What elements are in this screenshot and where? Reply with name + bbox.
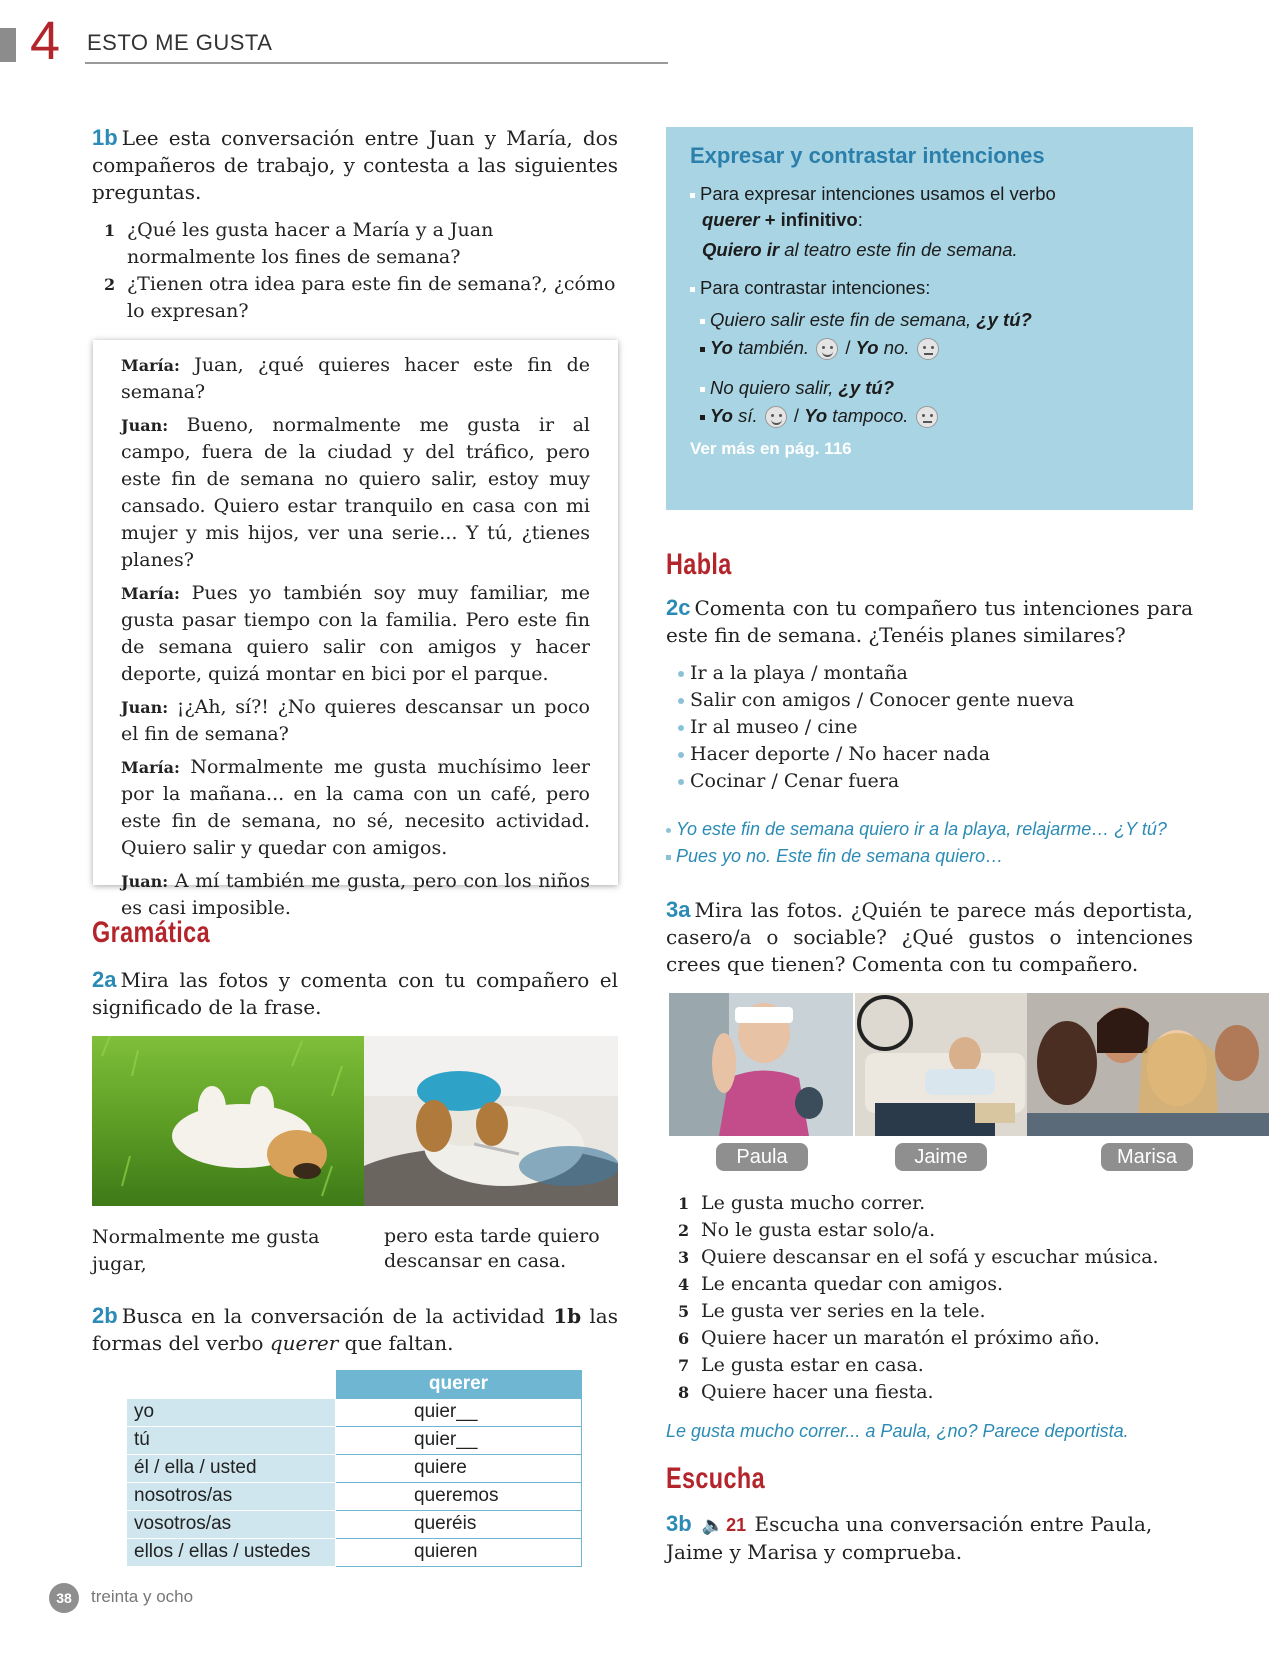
dialogue-line: Juan: ¡¿Ah, sí?! ¿No quieres descansar un poco el fin de semana? bbox=[121, 696, 590, 745]
photo-jaime bbox=[855, 993, 1027, 1136]
grammar-box-title: Expresar y contrastar intenciones bbox=[690, 143, 1045, 168]
section-title-gramatica: Gramática bbox=[92, 916, 210, 949]
ex2c-options bbox=[676, 660, 1176, 795]
photo-paula bbox=[669, 993, 853, 1136]
table-row bbox=[127, 1370, 582, 1398]
list-item: 5 Le gusta ver series en la tele. bbox=[678, 1300, 986, 1322]
ex2b-instruction: 2b Busca en la conversación de la actividad 1b las formas del verbo querer que faltan. bbox=[92, 1303, 618, 1355]
audio-track-number[interactable]: 21 bbox=[726, 1515, 747, 1535]
table-header: querer bbox=[336, 1370, 582, 1398]
list-item: Ir a la playa / montaña bbox=[676, 660, 1176, 687]
conjugation-table bbox=[126, 1370, 582, 1567]
ex3a-items bbox=[666, 1190, 1193, 1406]
grammar-box: Expresar y contrastar intenciones Para expresar intenciones usamos el verbo querer + infinitivo: Quiero ir al teatro este fin de semana. Para contrastar intenciones: Quiero salir este fin de semana, ¿y tú? Yo también. / Yo no. No quiero salir, ¿y tú? Yo sí. / Yo tampoco. Ver más en pág. 116 bbox=[666, 127, 1193, 510]
happy-face-icon bbox=[765, 406, 787, 428]
photo-dog-playing bbox=[92, 1036, 364, 1206]
header-bar bbox=[0, 28, 16, 62]
name-label-jaime: Jaime bbox=[895, 1143, 987, 1171]
list-item: 8 Quiere hacer una fiesta. bbox=[678, 1381, 934, 1403]
name-label-paula: Paula bbox=[716, 1143, 808, 1171]
list-item: 3 Quiere descansar en el sofá y escuchar música. bbox=[678, 1246, 1159, 1268]
table-row: él / ella / usted quiere bbox=[127, 1454, 582, 1482]
list-item: Cocinar / Cenar fuera bbox=[676, 768, 1176, 795]
ex1b-number: 1b bbox=[92, 125, 118, 150]
page-number: 38 bbox=[49, 1583, 79, 1613]
section-title-habla: Habla bbox=[666, 548, 732, 581]
dialogue-line: María: Pues yo también soy muy familiar, me gusta pasar tiempo con la familia. Pero este fin de semana quiero salir con amigos y hacer deporte, quizá montar en bici por el parque. bbox=[121, 582, 590, 685]
dialogue-line: María: Normalmente me gusta muchísimo leer por la mañana... en la cama con un café, pero este fin de semana, no sé, necesito actividad. Quiero salir y quedar con amigos. bbox=[121, 756, 590, 859]
list-item: Salir con amigos / Conocer gente nueva bbox=[676, 687, 1176, 714]
table-row: vosotros/as queréis bbox=[127, 1510, 582, 1538]
list-item: 4 Le encanta quedar con amigos. bbox=[678, 1273, 1004, 1295]
ex2a-instruction: 2a Mira las fotos y comenta con tu compañero el significado de la frase. bbox=[92, 967, 618, 1019]
list-item: 1 Le gusta mucho correr. bbox=[678, 1192, 926, 1214]
table-row: ellos / ellas / ustedes quieren bbox=[127, 1538, 582, 1566]
list-item: Ir al museo / cine bbox=[676, 714, 1176, 741]
ex1b-instruction: 1b Lee esta conversación entre Juan y María, dos compañeros de trabajo, y contesta a las siguientes preguntas. bbox=[92, 125, 618, 204]
header-rule bbox=[85, 62, 668, 64]
dialogue-line: Juan: Bueno, normalmente me gusta ir al campo, fuera de la ciudad y del tráfico, pero este fin de semana no quiero salir, estoy muy cansado. Quiero estar tranquilo en casa con mi mujer y mis hijos, ver una serie... Y tú, ¿tienes planes? bbox=[121, 414, 590, 571]
caption-right: pero esta tarde quiero descansar en casa. bbox=[384, 1225, 600, 1272]
ex1b-questions bbox=[92, 217, 618, 325]
page-number-words: treinta y ocho bbox=[91, 1587, 194, 1606]
model-sentence: Le gusta mucho correr... a Paula, ¿no? Parece deportista. bbox=[666, 1421, 1129, 1441]
table-row: yo quier__ bbox=[127, 1398, 582, 1426]
list-item: 2 ¿Tienen otra idea para este fin de semana?, ¿cómo lo expresan? bbox=[104, 273, 616, 322]
table-row: nosotros/as queremos bbox=[127, 1482, 582, 1510]
happy-face-icon bbox=[816, 338, 838, 360]
ex2c-instruction: 2c Comenta con tu compañero tus intenciones para este fin de semana. ¿Tenéis planes similares? bbox=[666, 595, 1193, 647]
neutral-face-icon bbox=[917, 338, 939, 360]
dialogue-box bbox=[93, 340, 618, 919]
list-item: 7 Le gusta estar en casa. bbox=[678, 1354, 924, 1376]
model-sentence: Pues yo no. Este fin de semana quiero… bbox=[666, 843, 1193, 870]
unit-number: 4 bbox=[30, 11, 61, 71]
model-sentence: Yo este fin de semana quiero ir a la playa, relajarme… ¿Y tú? bbox=[666, 816, 1193, 843]
caption-left: Normalmente me gusta jugar, bbox=[92, 1226, 320, 1275]
list-item: 1 ¿Qué les gusta hacer a María y a Juan normalmente los fines de semana? bbox=[104, 219, 494, 268]
ex3a-instruction: 3a Mira las fotos. ¿Quién te parece más deportista, casero/a o sociable? ¿Qué gustos o intenciones crees que tienen? Comenta con tu compañero. bbox=[666, 897, 1193, 976]
list-item: 2 No le gusta estar solo/a. bbox=[678, 1219, 936, 1241]
dialogue-line: Juan: A mí también me gusta, pero con los niños es casi imposible. bbox=[121, 870, 590, 919]
dialogue-line: María: Juan, ¿qué quieres hacer este fin de semana? bbox=[121, 354, 591, 403]
neutral-face-icon bbox=[916, 406, 938, 428]
photo-marisa bbox=[1027, 993, 1269, 1136]
section-title-escucha: Escucha bbox=[666, 1462, 765, 1495]
speaker-icon[interactable]: 🔈 bbox=[701, 1515, 725, 1535]
ex3b-instruction: 3b 🔈 21 Escucha una conversación entre Paula, Jaime y Marisa y comprueba. bbox=[666, 1511, 1153, 1564]
photo-sick-dog bbox=[364, 1036, 618, 1206]
list-item: Hacer deporte / No hacer nada bbox=[676, 741, 1176, 768]
table-row: tú quier__ bbox=[127, 1426, 582, 1454]
see-more-link[interactable]: Ver más en pág. 116 bbox=[690, 439, 852, 458]
unit-title: ESTO ME GUSTA bbox=[87, 30, 273, 55]
name-label-marisa: Marisa bbox=[1101, 1143, 1193, 1171]
list-item: 6 Quiere hacer un maratón el próximo año. bbox=[678, 1327, 1100, 1349]
